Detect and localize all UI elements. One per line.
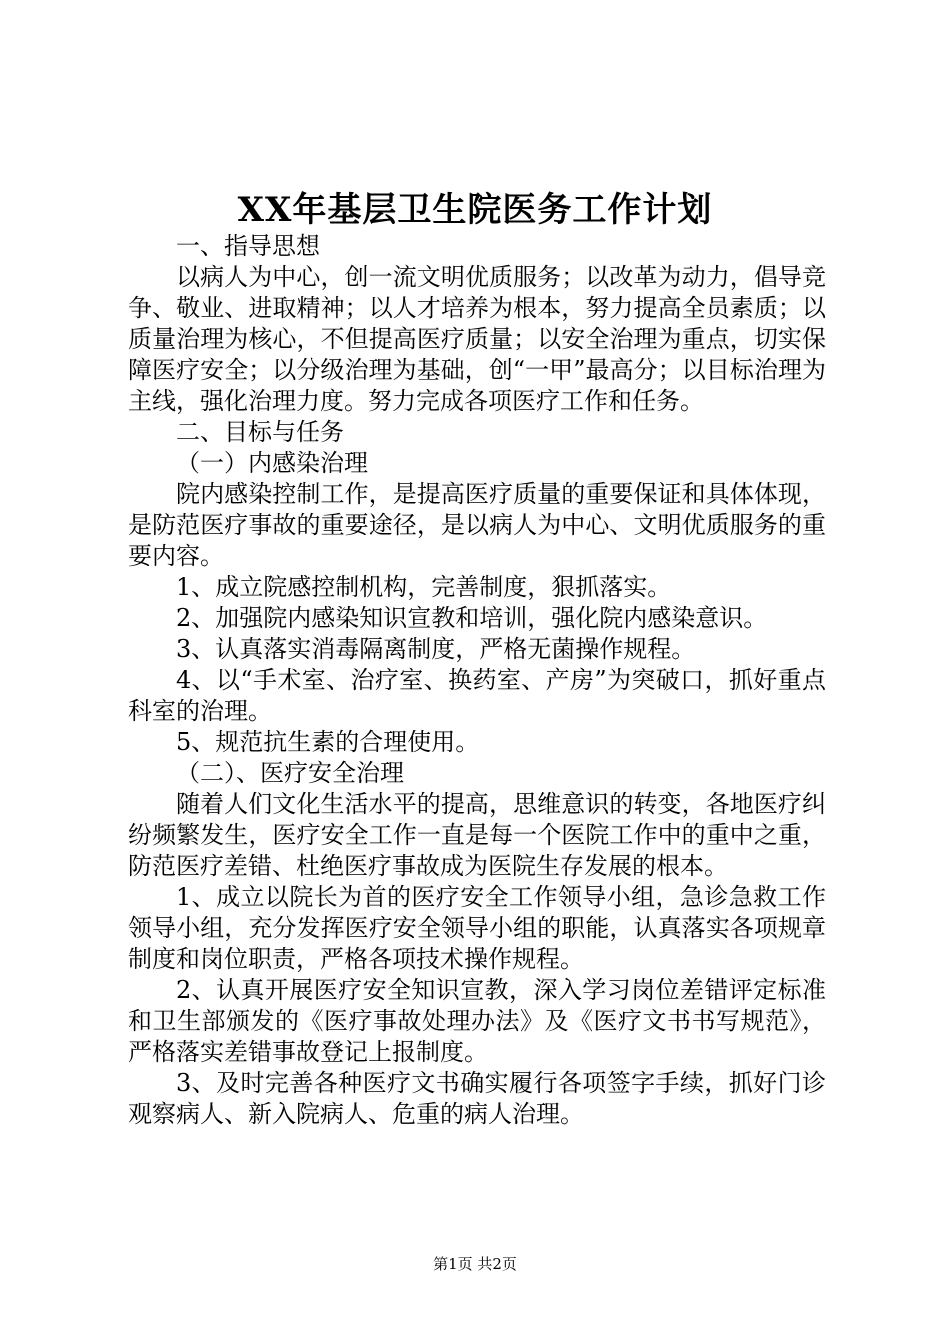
document-body — [128, 231, 826, 1130]
list-item: 3、及时完善各种医疗文书确实履行各项签字手续，抓好门诊观察病人、新入院病人、危重的病人治理。 — [128, 1069, 826, 1128]
body-paragraph: 院内感染控制工作，是提高医疗质量的重要保证和具体体现，是防范医疗事故的重要途径，是以病人为中心、文明优质服务的重要内容。 — [128, 480, 826, 570]
list-item: 3、认真落实消毒隔离制度，严格无菌操作规程。 — [176, 635, 696, 663]
section-heading: 一、指导思想 — [176, 232, 320, 260]
list-item: 4、以“手术室、治疗室、换药室、产房”为突破口，抓好重点科室的治理。 — [128, 666, 826, 725]
subsection-heading: （二）、医疗安全治理 — [176, 759, 404, 787]
body-paragraph: 以病人为中心，创一流文明优质服务；以改革为动力，倡导竞争、敬业、进取精神；以人才培养为根本，努力提高全员素质；以质量治理为核心，不但提高医疗质量；以安全治理为重点，切实保障医疗安全；以分级治理为基础，创“一甲”最高分；以目标治理为主线，强化治理力度。努力完成各项医疗工作和任务。 — [128, 263, 826, 415]
list-item: 1、成立以院长为首的医疗安全工作领导小组，急诊急救工作领导小组，充分发挥医疗安全领导小组的职能，认真落实各项规章制度和岗位职责，严格各项技术操作规程。 — [128, 883, 826, 973]
page-footer: 第1页 共2页 — [433, 1255, 517, 1273]
list-item: 1、成立院感控制机构，完善制度，狠抓落实。 — [176, 573, 672, 601]
subsection-heading: （一）内感染治理 — [176, 449, 368, 477]
list-item: 2、加强院内感染知识宣教和培训，强化院内感染意识。 — [176, 604, 768, 632]
section-heading: 二、目标与任务 — [176, 418, 344, 446]
document-title: XX年基层卫生院医务工作计划 — [237, 190, 713, 230]
list-item: 5、规范抗生素的合理使用。 — [176, 728, 480, 756]
list-item: 2、认真开展医疗安全知识宣教，深入学习岗位差错评定标准和卫生部颁发的《医疗事故处理办法》及《医疗文书书写规范》，严格落实差错事故登记上报制度。 — [128, 976, 826, 1066]
body-paragraph: 随着人们文化生活水平的提高，思维意识的转变，各地医疗纠纷频繁发生，医疗安全工作一直是每一个医院工作中的重中之重，防范医疗差错、杜绝医疗事故成为医院生存发展的根本。 — [128, 790, 826, 880]
